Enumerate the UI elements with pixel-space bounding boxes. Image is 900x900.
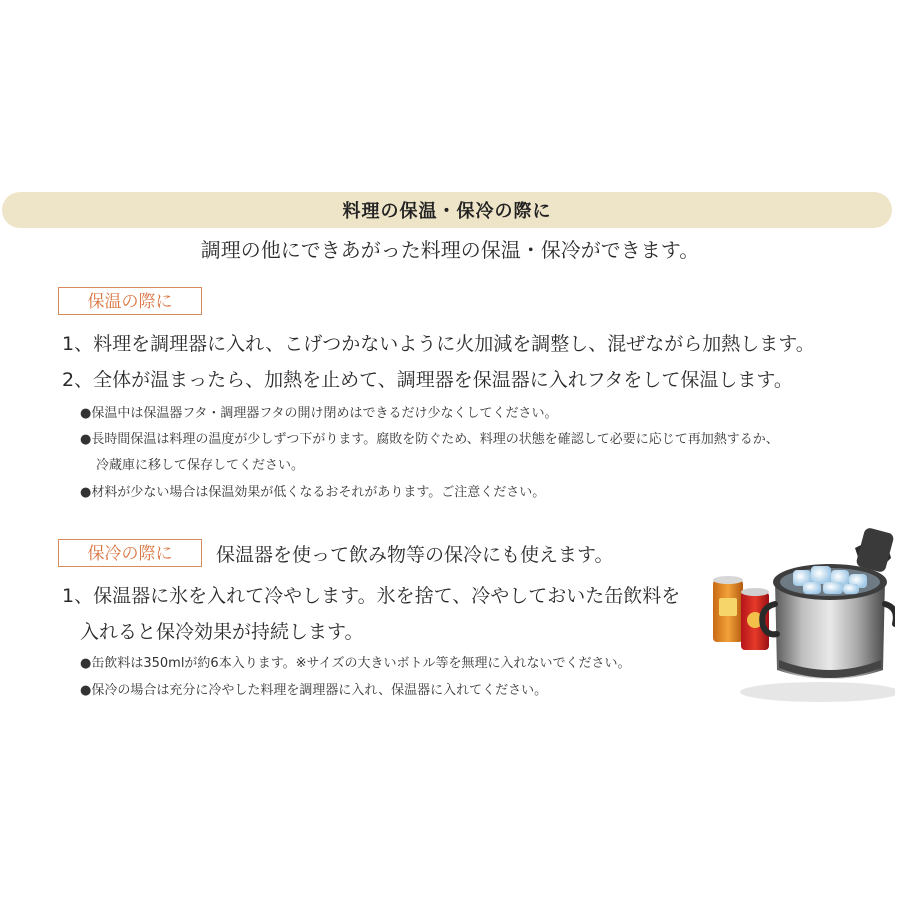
pot-with-ice-and-cans-image [705, 520, 895, 705]
cold-step-1-cont: 入れると保冷効果が持続します。 [80, 621, 364, 643]
warm-step-2: 2、全体が温まったら、加熱を止めて、調理器を保温器に入れフタをして保温します。 [62, 369, 793, 391]
warm-note-2-cont: 冷蔵庫に移して保存してください。 [96, 458, 305, 473]
warm-note-3: ●材料が少ない場合は保温効果が低くなるおそれがあります。ご注意ください。 [80, 485, 546, 500]
cold-side-text: 保温器を使って飲み物等の保冷にも使えます。 [216, 544, 614, 566]
cold-note-2: ●保冷の場合は充分に冷やした料理を調理器に入れ、保温器に入れてください。 [80, 683, 548, 698]
banner-title: 料理の保温・保冷の際に [342, 201, 552, 222]
warm-note-1: ●保温中は保温器フタ・調理器フタの開け閉めはできるだけ少なくしてください。 [80, 406, 558, 421]
cold-note-1: ●缶飲料は350mlが約6本入ります。※サイズの大きいボトル等を無理に入れないでください。 [80, 656, 631, 671]
cold-step-1: 1、保温器に氷を入れて冷やします。氷を捨て、冷やしておいた缶飲料を [62, 585, 681, 607]
warm-step-1: 1、料理を調理器に入れ、こげつかないように火加減を調整し、混ぜながら加熱します。 [62, 333, 815, 355]
intro-text: 調理の他にできあがった料理の保温・保冷ができます。 [200, 238, 700, 262]
section-banner [2, 192, 892, 228]
warm-note-2: ●長時間保温は料理の温度が少しずつ下がります。腐敗を防ぐため、料理の状態を確認して必要に応じて再加熱するか、 [80, 432, 779, 447]
warm-section-label: 保温の際に [58, 287, 202, 315]
cold-section-label: 保冷の際に [58, 539, 202, 567]
